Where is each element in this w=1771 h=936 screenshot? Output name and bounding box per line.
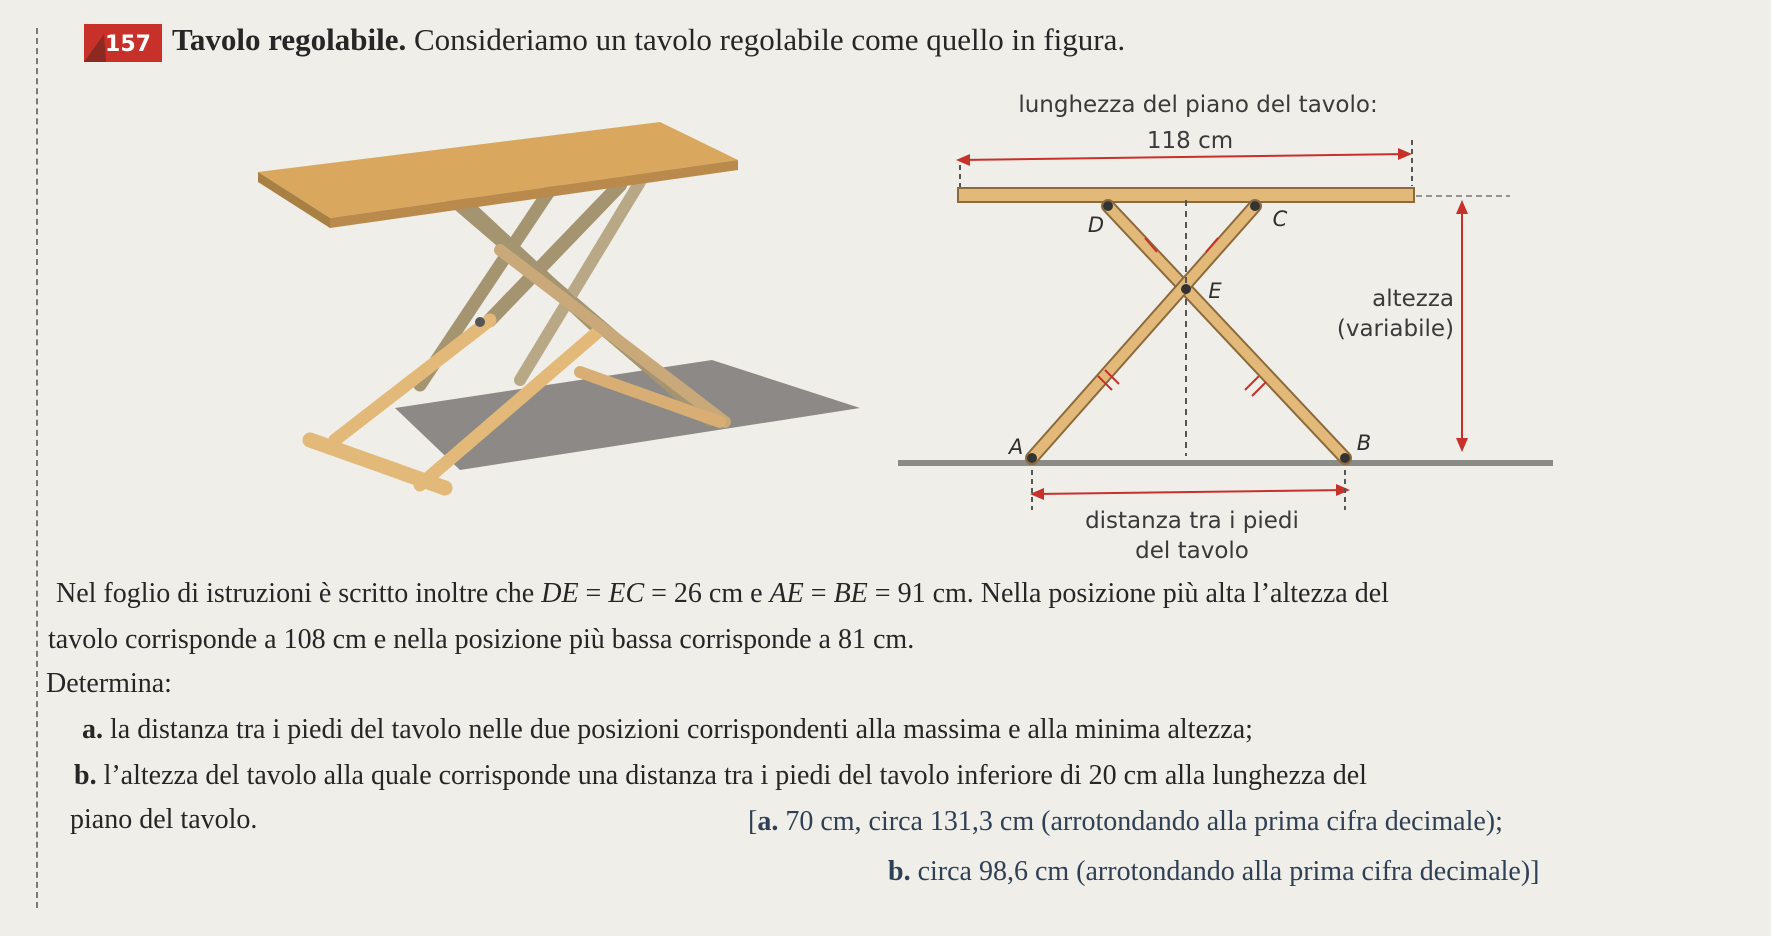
feet-arrow: [1036, 490, 1346, 494]
label-C: C: [1272, 207, 1288, 231]
height-arrowhead-bottom: [1456, 438, 1468, 452]
feet-label-1: distanza tra i piedi: [1085, 508, 1299, 534]
exercise-number: 157: [105, 32, 151, 57]
question-b-letter: b.: [74, 760, 97, 791]
length-label: lunghezza del piano del tavolo:: [1018, 92, 1378, 118]
determina-label: Determina:: [46, 668, 172, 699]
point-C: [1250, 201, 1260, 211]
question-a: [82, 714, 1253, 746]
segment-BE: BE: [833, 578, 868, 609]
length-value: 118 cm: [1146, 128, 1234, 154]
text-segment: Nel foglio di istruzioni è scritto inoltre che: [56, 578, 542, 609]
answer-a-letter: a.: [757, 806, 779, 837]
point-E: [1181, 284, 1191, 294]
question-a-letter: a.: [82, 714, 103, 745]
paragraph-line-2: tavolo corrisponde a 108 cm e nella posizione più bassa corrisponde a 81 cm.: [48, 624, 915, 655]
table-illustration: [258, 122, 860, 488]
question-a-text: la distanza tra i piedi del tavolo nelle due posizioni corrispondenti alla massima e alla minima altezza;: [103, 714, 1253, 745]
question-b-line-2: piano del tavolo.: [70, 804, 258, 835]
point-D: [1103, 201, 1113, 211]
label-D: D: [1087, 213, 1105, 237]
schematic-table-top: [958, 188, 1414, 202]
label-A: A: [1008, 435, 1024, 459]
height-label-1: altezza: [1372, 286, 1454, 312]
answer-line-1: [748, 806, 1503, 838]
answer-b-letter: b.: [888, 856, 911, 887]
text-segment: =: [803, 578, 834, 609]
answer-b-text: circa 98,6 cm (arrotondando alla prima cifra decimale)]: [910, 856, 1540, 887]
exercise-title-bold: Tavolo regolabile.: [172, 22, 407, 57]
point-A: [1027, 453, 1037, 463]
segment-EC: EC: [608, 578, 645, 609]
feet-label-2: del tavolo: [1135, 538, 1249, 560]
answer-bracket: [: [748, 806, 758, 837]
height-arrowhead-top: [1456, 200, 1468, 214]
schematic-floor: [898, 460, 1553, 466]
knob: [475, 317, 485, 327]
segment-DE: DE: [541, 578, 579, 609]
text-segment: =: [578, 578, 609, 609]
segment-AE: AE: [769, 578, 804, 609]
text-segment: = 26 cm e: [644, 578, 770, 609]
question-b: [74, 760, 1367, 792]
answer-a-text: 70 cm, circa 131,3 cm (arrotondando alla prima cifra decimale);: [778, 806, 1503, 837]
label-E: E: [1208, 279, 1222, 303]
paragraph-line-1: [56, 578, 1389, 610]
height-label-2: (variabile): [1336, 316, 1454, 342]
length-arrowhead-right: [1398, 148, 1412, 160]
text-segment: = 91 cm. Nella posizione più alta l’altezza del: [867, 578, 1389, 609]
foot-bar-1: [310, 440, 445, 488]
label-B: B: [1356, 431, 1372, 455]
answer-line-2: [888, 856, 1539, 888]
exercise-title-rest: Consideriamo un tavolo regolabile come quello in figura.: [414, 22, 1126, 57]
length-arrow: [960, 154, 1408, 160]
table-schematic: [898, 92, 1553, 560]
question-b-text: l’altezza del tavolo alla quale corrisponde una distanza tra i piedi del tavolo inferiore di 20 cm alla lunghezza del: [96, 760, 1367, 791]
length-arrowhead-left: [956, 154, 970, 166]
point-B: [1340, 453, 1350, 463]
